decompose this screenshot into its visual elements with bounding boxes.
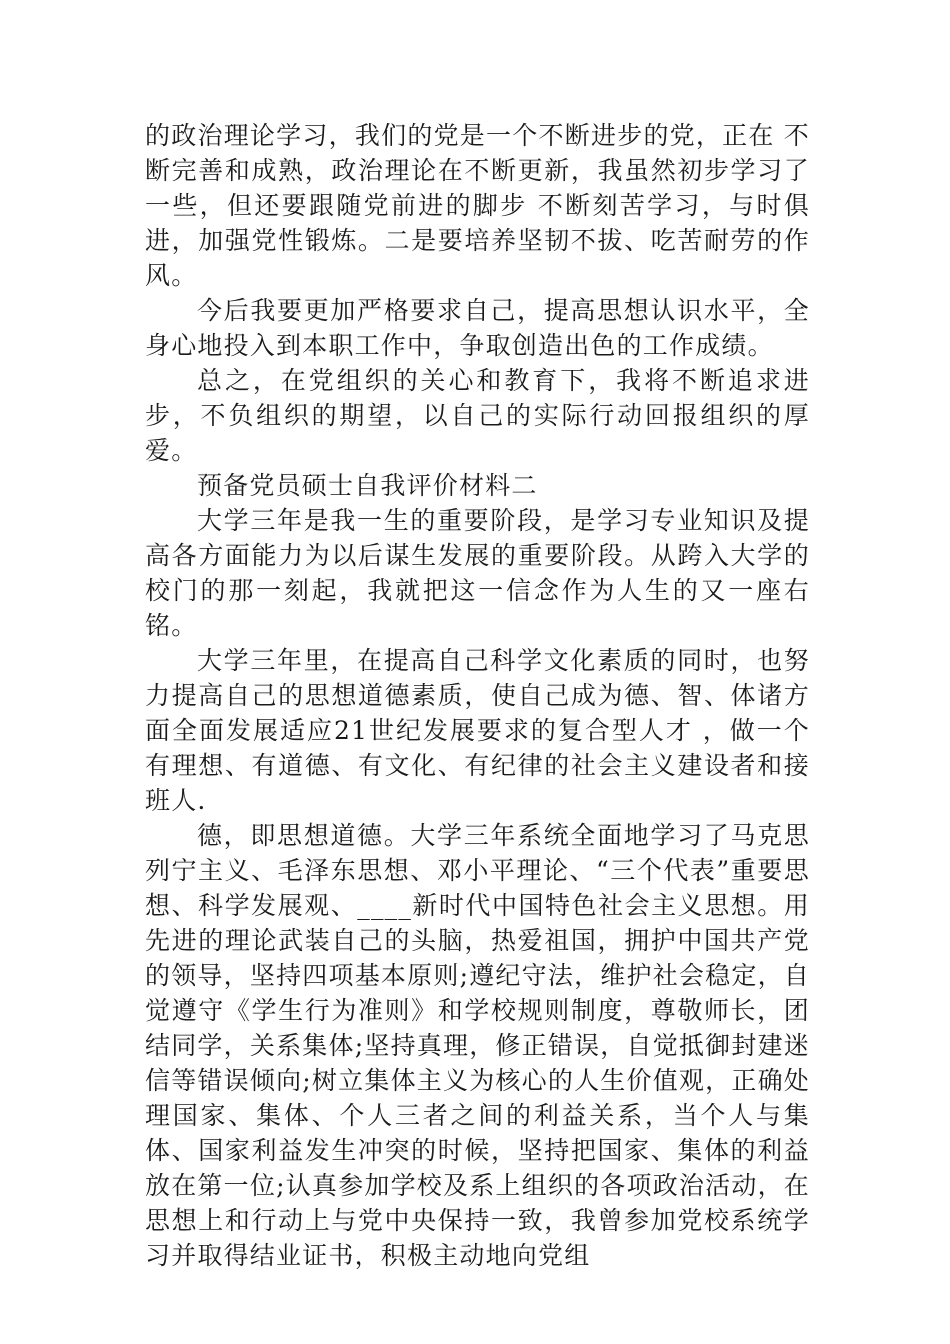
paragraph-moral-education: 德，即思想道德。大学三年系统全面地学习了马克思列宁主义、毛泽东思想、邓小平理论、“三个代表”重要思想、科学发展观、____新时代中国特色社会主义思想。用先进的理论武装自己的头脑，热爱祖国，拥护中国共产党的领导，坚持四项基本原则;遵纪守法，维护社会稳定，自觉遵守《学生行为准则》和学校规则制度，尊敬师长，团结同学，关系集体;坚持真理，修正错误，自觉抵御封建迷信等错误倾向;树立集体主义为核心的人生价值观，正确处理国家、集体、个人三者之间的利益关系，当个人与集体、国家利益发生冲突的时候，坚持把国家、集体的利益放在第一位;认真参加学校及系上组织的各项政治活动，在思想上和行动上与党中央保持一致，我曾参加党校系统学习并取得结业证书，积极主动地向党组 xyxy=(145,821,810,1270)
paragraph-self-requirements: 今后我要更加严格要求自己，提高思想认识水平，全身心地投入到本职工作中，争取创造出色的工作成绩。 xyxy=(145,296,810,360)
paragraph-continuation: 的政治理论学习，我们的党是一个不断进步的党，正在 不断完善和成熟，政治理论在不断更新，我虽然初步学习了一些，但还要跟随党前进的脚步 不断刻苦学习，与时俱进，加强党性锻炼。二是要培养坚韧不拔、吃苦耐劳的作风。 xyxy=(145,121,810,290)
section-heading: 预备党员硕士自我评价材料二 xyxy=(197,471,538,500)
paragraph-quality-improvement: 大学三年里，在提高自己科学文化素质的同时，也努力提高自己的思想道德素质，使自己成为德、智、体诸方面全面发展适应21世纪发展要求的复合型人才 ，做一个有理想、有道德、有文化、有纪律的社会主义建设者和接班人. xyxy=(145,646,810,815)
document-page xyxy=(145,118,810,1273)
paragraph-conclusion: 总之，在党组织的关心和教育下，我将不断追求进步，不负组织的期望，以自己的实际行动回报组织的厚爱。 xyxy=(145,366,810,465)
paragraph-university-stage: 大学三年是我一生的重要阶段，是学习专业知识及提高各方面能力为以后谋生发展的重要阶段。从跨入大学的校门的那一刻起，我就把这一信念作为人生的又一座右铭。 xyxy=(145,506,810,640)
